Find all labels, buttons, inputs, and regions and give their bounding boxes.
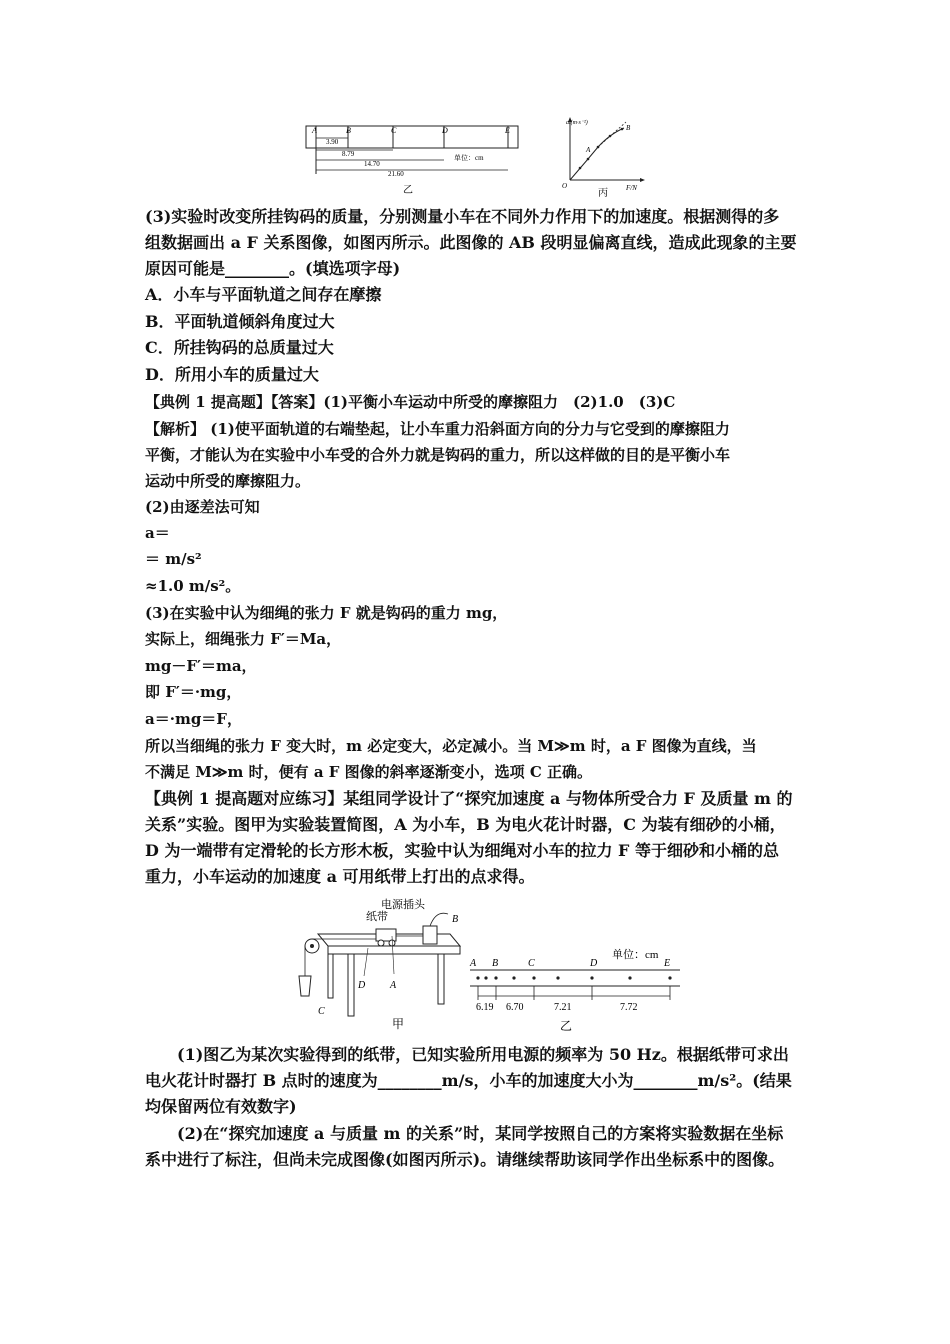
graph-xlabel: F/N: [626, 184, 637, 192]
question-line: (1)图乙为某次实验得到的纸带，已知实验所用电源的频率为 50 Hz。根据纸带可求出: [177, 1045, 789, 1064]
formula-line: mg－F′＝ma，: [145, 657, 257, 675]
figure-caption: 乙: [403, 185, 413, 196]
formula-line: a＝·mg＝F，: [145, 710, 242, 728]
tape-dimension: 6.70: [506, 1002, 524, 1013]
formula-line: 实际上，细绳张力 F′＝Ma，: [145, 630, 342, 648]
tape-label: D: [590, 958, 598, 969]
formula-line: 即 F′＝·mg，: [145, 683, 242, 701]
exercise-line: 【典例 1 提高题对应练习】某组同学设计了“探究加速度 a 与物体所受合力 F 及质量 m 的: [145, 789, 793, 808]
option-line: A．小车与平面轨道之间存在摩擦: [145, 285, 382, 304]
tape-unit: 单位：cm: [612, 949, 659, 961]
tape-label: E: [664, 958, 671, 969]
question-line: 均保留两位有效数字): [145, 1097, 297, 1116]
figure-caption: 丙: [598, 188, 608, 199]
tape-unit: 单位：cm: [454, 154, 484, 162]
figure-apparatus: [288, 896, 464, 1036]
question-line: 系中进行了标注，但尚未完成图像(如图丙所示)。请继续帮助该同学作出坐标系中的图像。: [145, 1150, 785, 1169]
tape-label: A: [312, 126, 317, 135]
tape-label: B: [346, 126, 351, 135]
text-line: (3)实验时改变所挂钩码的质量，分别测量小车在不同外力作用下的加速度。根据测得的多: [145, 207, 780, 226]
apparatus-label: C: [318, 1006, 325, 1017]
tape-label: C: [528, 958, 535, 969]
tape-dimension: 3.90: [326, 138, 339, 146]
answer-line: 【典例 1 提高题】【答案】(1)平衡小车运动中所受的摩擦阻力 (2)1.0 (3)C: [145, 393, 676, 411]
figure-graph-top: [560, 114, 650, 200]
tape-dimension: 14.70: [364, 160, 380, 168]
analysis-line: 【解析】 (1)使平面轨道的右端垫起，让小车重力沿斜面方向的分力与它受到的摩擦阻力: [145, 420, 730, 438]
tape-label: B: [492, 958, 499, 969]
formula-line: a＝: [145, 524, 170, 542]
tape-dimension: 21.60: [388, 170, 404, 178]
tape-dimension: 8.79: [342, 150, 355, 158]
question-line: (2)在“探究加速度 a 与质量 m 的关系”时，某同学按照自己的方案将实验数据在坐标: [177, 1124, 784, 1143]
analysis-line: (2)由逐差法可知: [145, 498, 260, 516]
option-line: B．平面轨道倾斜角度过大: [145, 312, 335, 331]
analysis-line: (3)在实验中认为细绳的张力 F 就是钩码的重力 mg，: [145, 604, 508, 622]
exercise-line: 重力，小车运动的加速度 a 可用纸带上打出的点求得。: [145, 867, 535, 886]
apparatus-label: B: [452, 914, 459, 925]
option-line: D．所用小车的质量过大: [145, 365, 319, 384]
tape-dimension: 7.72: [620, 1002, 638, 1013]
formula-line: ＝ m/s²: [145, 550, 202, 568]
tape-label: E: [505, 126, 510, 135]
tape-dimension: 7.21: [554, 1002, 572, 1013]
apparatus-label: D: [358, 980, 366, 991]
option-line: C．所挂钩码的总质量过大: [145, 338, 334, 357]
formula-line: ≈1.0 m/s²。: [145, 577, 241, 595]
exercise-line: 关系”实验。图甲为实验装置简图，A 为小车，B 为电火花计时器，C 为装有细砂的小桶，: [145, 815, 786, 834]
analysis-line: 运动中所受的摩擦阻力。: [145, 472, 311, 490]
text-line: 原因可能是________。(填选项字母): [145, 259, 401, 278]
exercise-line: D 为一端带有定滑轮的长方形木板，实验中认为细绳对小车的拉力 F 等于细砂和小桶的总: [145, 841, 779, 860]
graph-origin: O: [562, 182, 568, 190]
analysis-line: 所以当细绳的张力 F 变大时，m 必定变大，必定减小。当 M≫m 时，a F 图像为直线，当: [145, 737, 757, 755]
tape-label: C: [391, 126, 397, 135]
analysis-line: 平衡，才能认为在实验中小车受的合外力就是钩码的重力，所以这样做的目的是平衡小车: [145, 446, 731, 464]
apparatus-label: 纸带: [366, 911, 388, 923]
tape-dimension: 6.19: [476, 1002, 494, 1013]
tape-label: D: [442, 126, 448, 135]
figure-caption: 乙: [560, 1019, 573, 1033]
graph-ylabel: a/(m·s⁻²): [566, 120, 588, 126]
figure-caption: 甲: [392, 1017, 405, 1031]
question-line: 电火花计时器打 B 点时的速度为________m/s，小车的加速度大小为________m/s²。(结果: [145, 1071, 792, 1090]
figure-tape-top: [300, 118, 530, 198]
tape-label: A: [470, 958, 477, 969]
figure-tape-mid: [466, 944, 686, 1034]
text-line: 组数据画出 a F 关系图像，如图丙所示。此图像的 AB 段明显偏离直线，造成此现象的主要: [145, 233, 797, 252]
apparatus-label: 电源插头: [381, 899, 425, 911]
graph-point-label: A: [586, 146, 591, 154]
analysis-line: 不满足 M≫m 时，便有 a F 图像的斜率逐渐变小，选项 C 正确。: [145, 763, 593, 781]
apparatus-label: A: [390, 980, 397, 991]
graph-point-label: B: [626, 124, 631, 132]
